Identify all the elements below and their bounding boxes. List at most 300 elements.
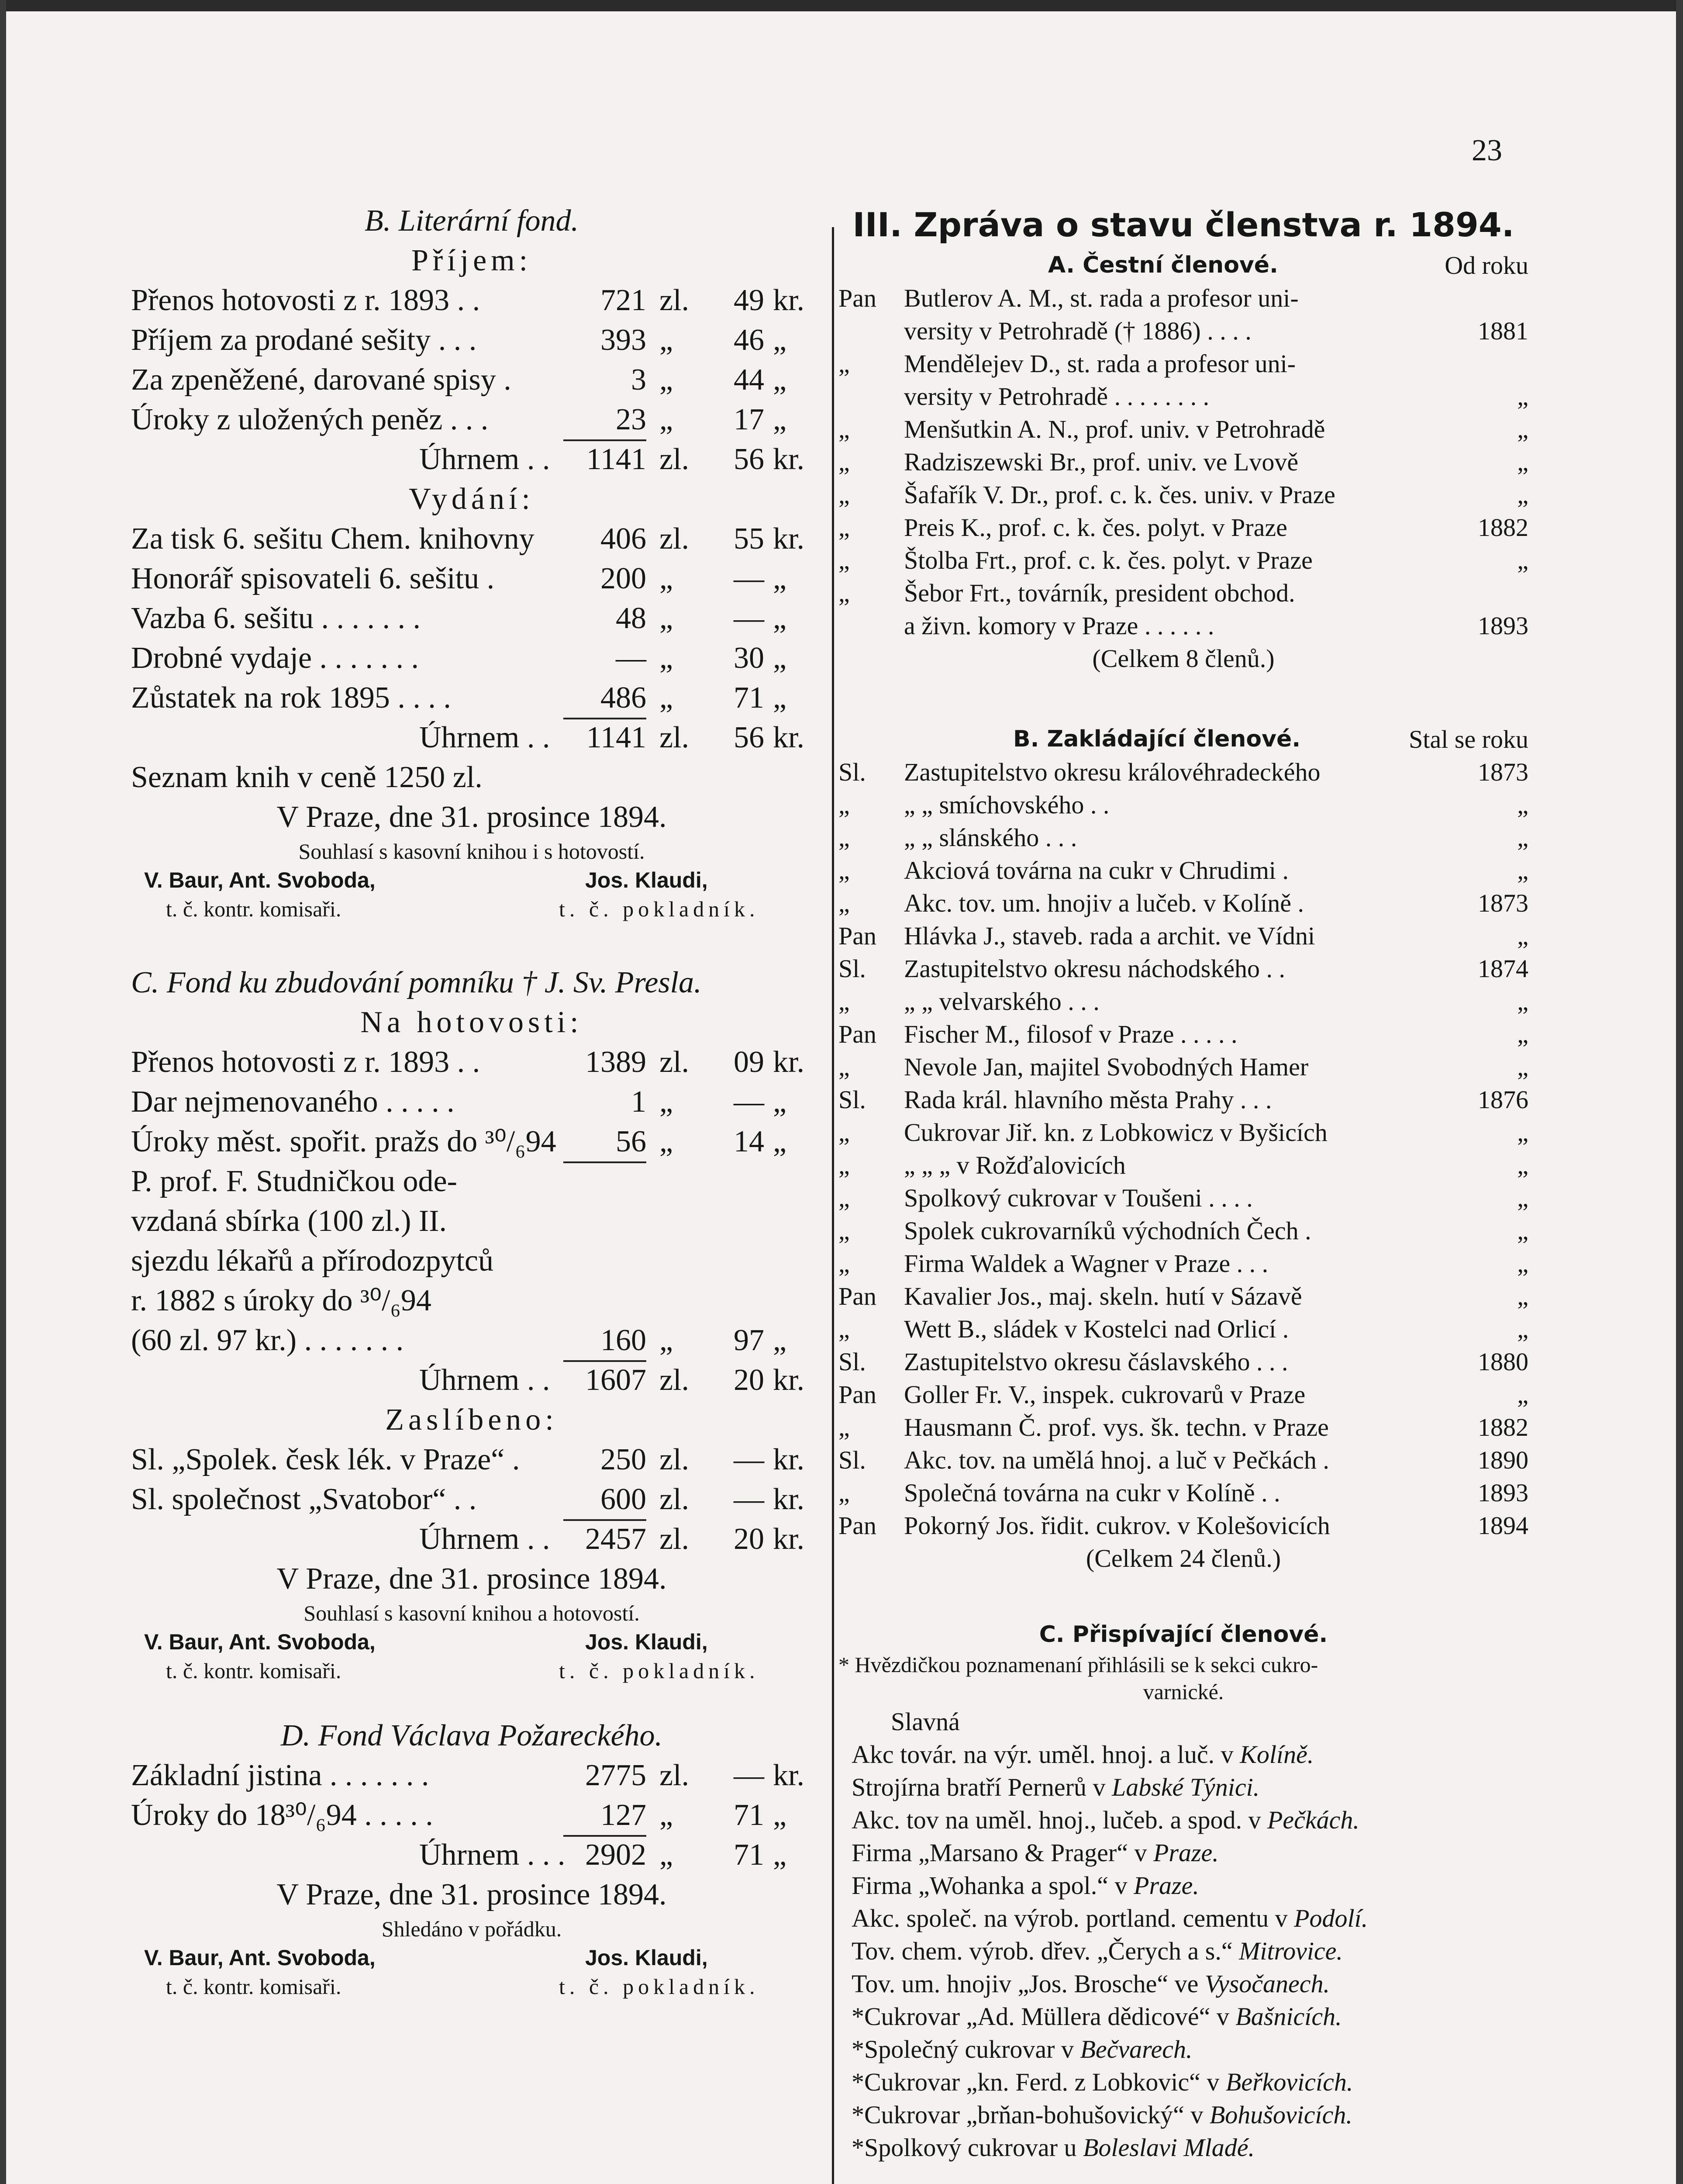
- member-prefix: „: [838, 513, 850, 542]
- page-edge-right: [1676, 0, 1683, 2184]
- right-column: [838, 201, 1528, 2164]
- contributor-place: Bohušovicích.: [1209, 2101, 1352, 2129]
- row-label: Úroky z uložených peněz . . .: [131, 403, 489, 436]
- member-year: 1876: [1478, 1085, 1528, 1114]
- member-row: [838, 1444, 1528, 1476]
- amount-zl: 2775: [585, 1759, 646, 1792]
- fund-c-total: [131, 1360, 812, 1400]
- member-row: [838, 544, 1528, 577]
- amount-zl: 1389: [585, 1045, 646, 1079]
- member-row: [838, 821, 1528, 854]
- fund-c-date: V Praze, dne 31. prosince 1894.: [276, 1562, 667, 1596]
- row-label: Zůstatek na rok 1895 . . . .: [131, 681, 451, 715]
- ledger-row: [131, 1042, 812, 1082]
- member-prefix: Pan: [838, 922, 876, 950]
- unit-zl: „: [659, 562, 673, 595]
- member-row: [838, 1083, 1528, 1116]
- fund-d-date: V Praze, dne 31. prosince 1894.: [276, 1878, 667, 1911]
- member-name: versity v Petrohradě († 1886) . . . .: [904, 317, 1252, 345]
- unit-kr: kr.: [773, 442, 804, 476]
- unit-zl: „: [659, 1125, 673, 1158]
- unit-zl: „: [659, 1085, 673, 1119]
- contributor-name: Strojírna bratří Pernerů v: [852, 1773, 1106, 1801]
- contributor-place: Pečkách.: [1267, 1806, 1359, 1834]
- unit-kr: kr.: [773, 1482, 804, 1516]
- member-name: a živn. komory v Praze . . . . . .: [904, 612, 1214, 640]
- signers-right: Jos. Klaudi,: [585, 1630, 708, 1654]
- member-year: „: [1517, 1184, 1528, 1212]
- unit-zl: „: [659, 1324, 673, 1357]
- member-row: [838, 314, 1528, 347]
- member-prefix: Sl.: [838, 1446, 866, 1474]
- contributor-row: [838, 1836, 1528, 1869]
- member-year: „: [1517, 823, 1528, 852]
- row-label: Úhrnem . .: [419, 721, 550, 754]
- member-name: Hausmann Č. prof. vys. šk. techn. v Praze: [904, 1413, 1329, 1441]
- amount-kr: 56: [734, 721, 764, 754]
- member-row: [838, 478, 1528, 511]
- amount-kr: —: [734, 1482, 764, 1516]
- row-label: Úhrnem . .: [419, 1522, 550, 1556]
- member-name: Cukrovar Jiř. kn. z Lobkowicz v Byšicích: [904, 1118, 1328, 1147]
- contributing-salutation: Slavná: [891, 1707, 960, 1736]
- member-row: [838, 1051, 1528, 1083]
- member-prefix: „: [838, 1413, 850, 1441]
- page-number: 23: [1472, 134, 1502, 167]
- unit-kr: kr.: [773, 283, 804, 317]
- row-label: Přenos hotovosti z r. 1893 . .: [131, 1045, 480, 1079]
- contributor-place: Labské Týnici.: [1111, 1773, 1260, 1801]
- member-year: „: [1517, 1020, 1528, 1048]
- contributor-place: Vysočanech.: [1204, 1970, 1330, 1998]
- member-row: [838, 1182, 1528, 1214]
- member-prefix: Pan: [838, 1020, 876, 1048]
- member-prefix: „: [838, 349, 850, 378]
- unit-zl: zl.: [659, 1522, 690, 1556]
- page-edge-left: [0, 0, 6, 2184]
- roles-right: t. č. pokladník.: [559, 1659, 759, 1683]
- member-year: 1893: [1478, 1479, 1528, 1507]
- unit-kr: „: [773, 403, 787, 436]
- member-year: „: [1517, 922, 1528, 950]
- member-row: [838, 1247, 1528, 1280]
- unit-zl: „: [659, 681, 673, 715]
- signers-left: V. Baur, Ant. Svoboda,: [144, 1946, 376, 1970]
- member-prefix: „: [838, 889, 850, 917]
- amount-kr: 71: [734, 1798, 764, 1832]
- founding-heading: B. Zakládající členové.: [1013, 726, 1301, 752]
- member-prefix: „: [838, 1053, 850, 1081]
- contributor-name: Akc továr. na výr. uměl. hnoj. a luč. v: [852, 1740, 1234, 1769]
- member-row: [838, 985, 1528, 1018]
- member-row: [838, 1509, 1528, 1542]
- amount-zl: 3: [631, 363, 646, 397]
- member-prefix: „: [838, 823, 850, 852]
- ledger-row: [131, 320, 812, 360]
- row-label: Úhrnem . . .: [419, 1838, 566, 1872]
- member-year: 1893: [1478, 612, 1528, 640]
- fund-b-roles: [131, 895, 812, 923]
- fund-b-income-heading: Příjem:: [411, 244, 532, 277]
- contributor-row: [838, 1738, 1528, 1771]
- fund-c-multi-1: vzdaná sbírka (100 zl.) II.: [131, 1204, 447, 1238]
- member-row: [838, 756, 1528, 788]
- member-prefix: „: [838, 1249, 850, 1278]
- unit-kr: „: [773, 601, 787, 635]
- unit-kr: „: [773, 681, 787, 715]
- amount-zl: 1: [631, 1085, 646, 1119]
- fund-b-income-list: [131, 280, 812, 439]
- fund-c-multi-3: r. 1882 s úroky do ³⁰/₆94: [131, 1284, 431, 1317]
- amount-kr: 97: [734, 1324, 764, 1357]
- member-name: Akciová továrna na cukr v Chrudimi .: [904, 856, 1289, 885]
- signers-right: Jos. Klaudi,: [585, 1946, 708, 1970]
- member-name: Akc. tov. um. hnojiv a lučeb. v Kolíně .: [904, 889, 1304, 917]
- contributor-name: *Cukrovar „kn. Ferd. z Lobkovic“ v: [852, 2068, 1220, 2096]
- amount-zl: 1141: [586, 442, 646, 476]
- unit-zl: zl.: [659, 1045, 690, 1079]
- amount-kr: —: [734, 1759, 764, 1792]
- amount-kr: 71: [734, 1838, 764, 1872]
- member-year: 1881: [1478, 317, 1528, 345]
- member-year: „: [1517, 791, 1528, 819]
- ledger-row: [131, 1082, 812, 1122]
- row-label: Dar nejmenovaného . . . . .: [131, 1085, 455, 1119]
- contributor-row: [838, 2131, 1528, 2164]
- roles-left: t. č. kontr. komisaři.: [166, 897, 341, 921]
- unit-kr: „: [773, 641, 787, 675]
- member-name: Nevole Jan, majitel Svobodných Hamer: [904, 1053, 1309, 1081]
- member-prefix: Sl.: [838, 954, 866, 983]
- row-label: Úroky měst. spořit. pražs do ³⁰/₆94: [131, 1125, 556, 1158]
- member-prefix: „: [838, 1216, 850, 1245]
- amount-kr: —: [734, 1085, 764, 1119]
- ledger-row: [131, 1479, 812, 1519]
- amount-zl: 23: [563, 400, 646, 441]
- ledger-total-row: [131, 1360, 812, 1400]
- member-name: Pokorný Jos. řidit. cukrov. v Kolešovicích: [904, 1511, 1330, 1540]
- roles-right: t. č. pokladník.: [559, 897, 759, 921]
- member-row: [838, 1018, 1528, 1051]
- amount-zl: 721: [600, 283, 646, 317]
- member-name: Radziszewski Br., prof. univ. ve Lvově: [904, 448, 1299, 476]
- member-year: „: [1517, 415, 1528, 443]
- member-year: 1880: [1478, 1348, 1528, 1376]
- contributor-row: [838, 1935, 1528, 1967]
- unit-zl: zl.: [659, 1759, 690, 1792]
- contributor-place: Kolíně.: [1240, 1740, 1314, 1769]
- fund-c-multi-last: [131, 1320, 812, 1360]
- amount-kr: 44: [734, 363, 764, 397]
- row-label: (60 zl. 97 kr.) . . . . . . .: [131, 1324, 404, 1357]
- member-name: Preis K., prof. c. k. čes. polyt. v Praze: [904, 513, 1287, 542]
- fund-b-income-total: [131, 439, 812, 479]
- member-prefix: „: [838, 480, 850, 509]
- fund-d-title: D. Fond Václava Požareckého.: [280, 1719, 663, 1752]
- fund-b-agreement: Souhlasí s kasovní knihou i s hotovostí.: [298, 839, 645, 864]
- member-prefix: „: [838, 987, 850, 1016]
- member-name: Zastupitelstvo okresu královéhradeckého: [904, 758, 1321, 786]
- unit-zl: „: [659, 363, 673, 397]
- member-year: 1882: [1478, 513, 1528, 542]
- amount-kr: 20: [734, 1363, 764, 1397]
- unit-zl: zl.: [659, 1443, 690, 1476]
- honorary-list: [838, 282, 1528, 642]
- member-row: [838, 1116, 1528, 1149]
- contributor-row: [838, 2033, 1528, 2066]
- amount-zl: 56: [563, 1122, 646, 1163]
- member-row: [838, 788, 1528, 821]
- contributor-place: Podolí.: [1294, 1904, 1368, 1932]
- honorary-col-label: Od roku: [1445, 251, 1528, 280]
- member-name: „ „ velvarského . . .: [904, 987, 1100, 1016]
- contributor-name: *Cukrovar „Ad. Müllera dědicové“ v: [852, 2002, 1229, 2031]
- member-prefix: „: [838, 791, 850, 819]
- member-row: [838, 1345, 1528, 1378]
- unit-zl: zl.: [659, 721, 690, 754]
- unit-zl: „: [659, 403, 673, 436]
- member-row: [838, 919, 1528, 952]
- member-year: „: [1517, 1315, 1528, 1343]
- member-year: „: [1517, 1053, 1528, 1081]
- unit-zl: zl.: [659, 1482, 690, 1516]
- member-year: 1890: [1478, 1446, 1528, 1474]
- fund-b-expense-total: [131, 718, 812, 757]
- ledger-row: [131, 519, 812, 559]
- contributor-row: [838, 2000, 1528, 2033]
- member-name: Rada král. hlavního města Prahy . . .: [904, 1085, 1272, 1114]
- row-label: Sl. „Spolek. česk lék. v Praze“ .: [131, 1443, 520, 1476]
- member-name: Společná továrna na cukr v Kolíně . .: [904, 1479, 1280, 1507]
- amount-zl: —: [616, 641, 646, 675]
- contributor-name: *Spolkový cukrovar u: [852, 2133, 1077, 2162]
- member-year: „: [1517, 448, 1528, 476]
- member-prefix: Sl.: [838, 1085, 866, 1114]
- member-name: Zastupitelstvo okresu náchodského . .: [904, 954, 1286, 983]
- row-label: Úhrnem . .: [419, 1363, 550, 1397]
- contributor-name: *Cukrovar „brňan-bohušovický“ v: [852, 2101, 1204, 2129]
- ledger-row: [131, 360, 812, 400]
- member-name: Spolek cukrovarníků východních Čech .: [904, 1216, 1311, 1245]
- member-row: [838, 577, 1528, 609]
- row-label: Úhrnem . .: [419, 442, 550, 476]
- member-name: „ „ slánského . . .: [904, 823, 1077, 852]
- honorary-heading-row: [838, 249, 1528, 282]
- contributor-place: Boleslavi Mladé.: [1083, 2133, 1255, 2162]
- member-prefix: Pan: [838, 1380, 876, 1409]
- fund-d-agreement: Shledáno v pořádku.: [381, 1917, 562, 1941]
- member-row: [838, 952, 1528, 985]
- member-name: Butlerov A. M., st. rada a profesor uni-: [904, 284, 1299, 312]
- amount-zl: 127: [563, 1795, 646, 1837]
- contributor-name: Firma „Marsano & Prager“ v: [852, 1838, 1147, 1867]
- row-label: Přenos hotovosti z r. 1893 . .: [131, 283, 480, 317]
- contributor-row: [838, 2098, 1528, 2131]
- row-label: Základní jistina . . . . . . .: [131, 1759, 429, 1792]
- contributor-name: Firma „Wohanka a spol.“ v: [852, 1871, 1128, 1900]
- amount-kr: 09: [734, 1045, 764, 1079]
- member-row: [838, 1411, 1528, 1444]
- contributor-name: Akc. tov na uměl. hnoj., lučeb. a spod. v: [852, 1806, 1261, 1834]
- ledger-row: [131, 1440, 812, 1479]
- unit-zl: zl.: [659, 442, 690, 476]
- member-name: Štolba Frt., prof. c. k. čes. polyt. v Praze: [904, 546, 1313, 574]
- signers-left: V. Baur, Ant. Svoboda,: [144, 868, 376, 892]
- ledger-row: [131, 678, 812, 718]
- member-year: „: [1517, 987, 1528, 1016]
- amount-kr: 17: [734, 403, 764, 436]
- founding-col-label: Stal se roku: [1409, 725, 1528, 753]
- fund-b-date: V Praze, dne 31. prosince 1894.: [276, 800, 667, 834]
- amount-zl: 393: [600, 323, 646, 357]
- amount-kr: 46: [734, 323, 764, 357]
- unit-zl: zl.: [659, 522, 690, 556]
- member-prefix: „: [838, 1151, 850, 1179]
- signers-right: Jos. Klaudi,: [585, 868, 708, 892]
- ledger-row: [131, 1795, 812, 1835]
- member-year: „: [1517, 1380, 1528, 1409]
- fund-c-roles: [131, 1656, 812, 1685]
- member-year: „: [1517, 480, 1528, 509]
- row-label: Příjem za prodané sešity . . .: [131, 323, 477, 357]
- amount-zl: 486: [563, 678, 646, 719]
- unit-zl: „: [659, 323, 673, 357]
- member-prefix: Pan: [838, 1511, 876, 1540]
- ledger-total-row: [131, 439, 812, 479]
- contributor-name: Akc. společ. na výrob. portland. cementu v: [852, 1904, 1288, 1932]
- member-prefix: Pan: [838, 1282, 876, 1310]
- member-prefix: Pan: [838, 284, 876, 312]
- ledger-total-row: [131, 1519, 812, 1559]
- unit-kr: kr.: [773, 1363, 804, 1397]
- fund-c-list: [131, 1042, 812, 1161]
- member-year: „: [1517, 1282, 1528, 1310]
- member-year: „: [1517, 1249, 1528, 1278]
- amount-kr: 14: [734, 1125, 764, 1158]
- fund-b-expense-list: [131, 519, 812, 718]
- amount-kr: 71: [734, 681, 764, 715]
- fund-b-signers: [131, 866, 812, 895]
- ledger-total-row: [131, 1835, 812, 1875]
- member-row: [838, 282, 1528, 314]
- contributor-place: Beřkovicích.: [1225, 2068, 1353, 2096]
- contributing-note: * Hvězdičkou poznamenaní přihlásili se k sekci cukro-: [838, 1652, 1318, 1677]
- member-prefix: „: [838, 1315, 850, 1343]
- fund-c-pledged-list: [131, 1440, 812, 1519]
- ledger-row: [131, 400, 812, 439]
- left-column: [131, 201, 812, 2001]
- member-name: „ „ smíchovského . .: [904, 791, 1110, 819]
- fund-d-signers: [131, 1943, 812, 1972]
- member-name: Wett B., sládek v Kostelci nad Orlicí .: [904, 1315, 1289, 1343]
- amount-zl: 160: [563, 1320, 646, 1362]
- amount-zl: 250: [600, 1443, 646, 1476]
- fund-c-agreement: Souhlasí s kasovní knihou a hotovostí.: [303, 1601, 640, 1625]
- contributor-place: Praze.: [1134, 1871, 1199, 1900]
- unit-kr: „: [773, 323, 787, 357]
- member-row: [838, 1149, 1528, 1182]
- member-year: „: [1517, 382, 1528, 411]
- ledger-row: [131, 280, 812, 320]
- member-year: 1874: [1478, 954, 1528, 983]
- row-label: Vazba 6. sešitu . . . . . . .: [131, 601, 421, 635]
- member-prefix: „: [838, 1118, 850, 1147]
- fund-b-title: B. Literární fond.: [364, 204, 579, 238]
- founding-list: [838, 756, 1528, 1542]
- unit-kr: „: [773, 363, 787, 397]
- ledger-total-row: [131, 718, 812, 757]
- amount-kr: 20: [734, 1522, 764, 1556]
- amount-kr: —: [734, 1443, 764, 1476]
- member-year: „: [1517, 546, 1528, 574]
- fund-c-title: C. Fond ku zbudování pomníku † J. Sv. Presla.: [131, 966, 702, 999]
- row-label: Sl. společnost „Svatobor“ . .: [131, 1482, 477, 1516]
- unit-kr: kr.: [773, 1522, 804, 1556]
- fund-d-total: [131, 1835, 812, 1875]
- member-year: 1894: [1478, 1511, 1528, 1540]
- member-name: Mendělejev D., st. rada a profesor uni-: [904, 349, 1296, 378]
- unit-kr: „: [773, 1085, 787, 1119]
- member-row: [838, 854, 1528, 887]
- member-name: „ „ „ v Rožďalovicích: [904, 1151, 1126, 1179]
- contributor-place: Mitrovice.: [1239, 1937, 1343, 1965]
- member-name: versity v Petrohradě . . . . . . . .: [904, 382, 1210, 411]
- unit-kr: „: [773, 1125, 787, 1158]
- member-prefix: „: [838, 1184, 850, 1212]
- unit-kr: kr.: [773, 522, 804, 556]
- unit-kr: kr.: [773, 1759, 804, 1792]
- member-name: Kavalier Jos., maj. skeln. hutí v Sázavě: [904, 1282, 1302, 1310]
- ledger-row: [131, 1755, 812, 1795]
- member-row: [838, 347, 1528, 380]
- contributor-place: Bašnicích.: [1235, 2002, 1342, 2031]
- member-row: [838, 511, 1528, 544]
- ledger-row: [131, 1320, 812, 1360]
- amount-kr: 55: [734, 522, 764, 556]
- member-prefix: „: [838, 546, 850, 574]
- contributor-row: [838, 1967, 1528, 2000]
- amount-zl: 2902: [585, 1838, 646, 1872]
- honorary-heading: A. Čestní členové.: [1048, 252, 1278, 278]
- member-row: [838, 446, 1528, 478]
- ledger-row: [131, 638, 812, 678]
- contributing-list: [838, 1738, 1528, 2164]
- member-year: „: [1517, 1151, 1528, 1179]
- column-divider: [832, 227, 834, 2184]
- member-row: [838, 609, 1528, 642]
- row-label: Za tisk 6. sešitu Chem. knihovny: [131, 522, 535, 556]
- amount-zl: 200: [600, 562, 646, 595]
- member-row: [838, 413, 1528, 446]
- amount-zl: 48: [616, 601, 646, 635]
- member-row: [838, 380, 1528, 413]
- row-label: Drobné vydaje . . . . . . .: [131, 641, 419, 675]
- member-prefix: „: [838, 579, 850, 607]
- contributor-place: Praze.: [1153, 1838, 1219, 1867]
- contributor-name: Tov. um. hnojiv „Jos. Brosche“ ve: [852, 1970, 1199, 1998]
- amount-kr: 49: [734, 283, 764, 317]
- row-label: Honorář spisovateli 6. sešitu .: [131, 562, 495, 595]
- fund-c-multi-0: P. prof. F. Studničkou ode-: [131, 1165, 457, 1198]
- ledger-row: [131, 559, 812, 598]
- member-name: Šebor Frt., továrník, president obchod.: [904, 579, 1295, 607]
- member-year: 1873: [1478, 758, 1528, 786]
- signers-left: V. Baur, Ant. Svoboda,: [144, 1630, 376, 1654]
- contributor-row: [838, 1869, 1528, 1902]
- ledger-row: [131, 598, 812, 638]
- roles-left: t. č. kontr. komisaři.: [166, 1659, 341, 1683]
- unit-zl: „: [659, 1838, 673, 1872]
